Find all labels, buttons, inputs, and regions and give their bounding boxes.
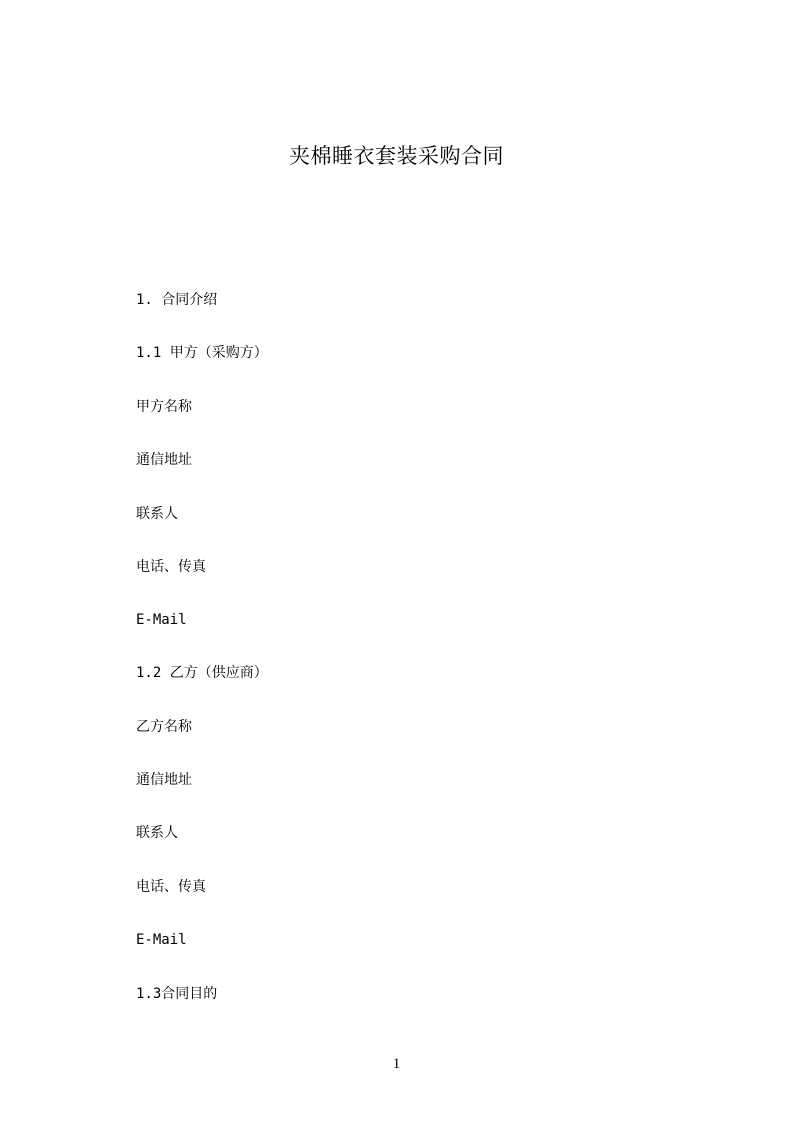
page-number: 1 — [392, 1056, 401, 1072]
party-b-address-label: 通信地址 — [136, 772, 192, 788]
party-a-name-label: 甲方名称 — [136, 399, 192, 415]
subsection-heading-contract-purpose: 1.3合同目的 — [136, 986, 218, 1002]
party-a-address-label: 通信地址 — [136, 452, 192, 468]
party-b-email-label: E-Mail — [136, 932, 187, 948]
party-a-contact-label: 联系人 — [136, 506, 178, 522]
subsection-heading-party-b: 1.2 乙方（供应商） — [136, 665, 268, 681]
party-b-contact-label: 联系人 — [136, 825, 178, 841]
party-a-phone-fax-label: 电话、传真 — [136, 559, 206, 575]
document-title: 夹棉睡衣套装采购合同 — [289, 144, 504, 168]
section-heading-contract-intro: 1. 合同介绍 — [136, 292, 218, 308]
party-b-name-label: 乙方名称 — [136, 719, 192, 735]
subsection-heading-party-a: 1.1 甲方（采购方） — [136, 345, 268, 361]
party-a-email-label: E-Mail — [136, 612, 187, 628]
party-b-phone-fax-label: 电话、传真 — [136, 879, 206, 895]
